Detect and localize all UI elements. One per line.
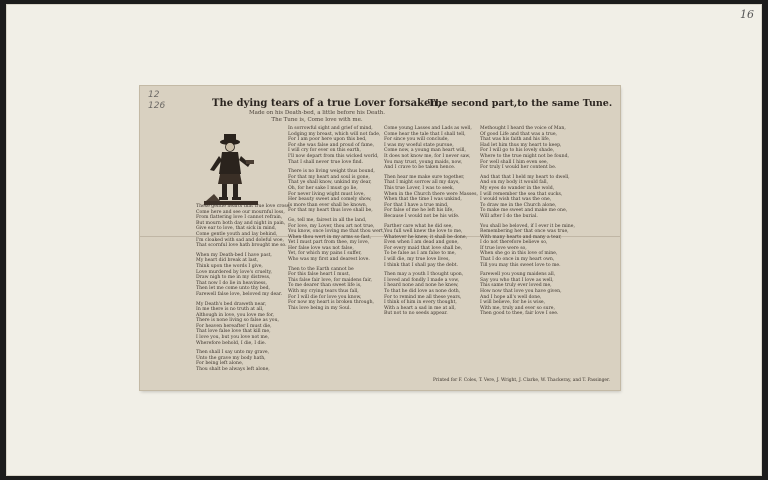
verse-line: When that the time I was unkind, — [384, 197, 462, 203]
verse-line: Will after I do the burial. — [480, 213, 538, 219]
verse-line: For I will go to his lovely shade, — [480, 148, 555, 154]
verse-line: For she was false and proud of fame, — [288, 142, 375, 148]
verse-line: I love you, but you love not me, — [196, 335, 270, 341]
verse-line: For truly I would her content be. — [480, 165, 557, 171]
verse-line: For every maid that love shall be, — [384, 245, 463, 251]
verse-line: This true Lover, I was to seek, — [384, 185, 455, 191]
verse-line: I do not therefore believe so, — [480, 240, 548, 246]
verse-line: Come now, a young man heart will, — [384, 148, 466, 154]
verse-line: My Death's bed draweth near, — [196, 301, 267, 307]
verse-line: Where to the true might not be found, — [480, 153, 569, 159]
verse-line: I would wish that was the one, — [480, 197, 552, 203]
text-column-2 — [288, 126, 385, 311]
verse-line: With a heart a sad in me at all, — [384, 305, 456, 311]
verse-line: For I am poor here upon this bed, — [288, 137, 367, 143]
verse-line: I will die, my true love lives, — [384, 257, 450, 263]
text-column-4 — [480, 126, 575, 317]
verse-line: This love being in my Soul. — [288, 305, 351, 311]
verse-line: Then hear me make sure together, — [384, 174, 465, 180]
verse-line: Yet, for which my pains I suffer, — [288, 251, 362, 257]
verse-line: Think upon the words I give, — [196, 263, 263, 269]
verse-line: There is no living weight thus bound, — [288, 169, 375, 175]
verse-line: Thou shalt be always left alone, — [196, 367, 270, 373]
verse-line: I loved and fondly I made a vow, — [384, 277, 460, 283]
verse-line: My eyes do wander in the wold, — [480, 185, 555, 191]
verse-line: That love false love that kill me, — [196, 329, 271, 335]
verse-line: Her false love was not false, — [288, 245, 354, 251]
verse-line: For that I have a true mind, — [384, 202, 449, 208]
verse-line: You shall be beloved, if I ever it be mine, — [480, 223, 575, 229]
verse-line: For I will die for love you know, — [288, 294, 362, 300]
verse-line: I will believe, for he is wise, — [480, 300, 546, 306]
verse-line: Come gentle youth and lay behind, — [196, 231, 278, 237]
verse-line: For to remind me all these years, — [384, 294, 462, 300]
second-part-title: The second part, — [428, 98, 518, 109]
verse-line: For now my heart is broken through, — [288, 300, 374, 306]
verse-line: Then let me come unto thy bed, — [196, 286, 270, 292]
verse-line: Farewell false love, beloved my dear. — [196, 291, 283, 297]
verse-line: Give ear to love, that sick in mind, — [196, 226, 277, 232]
verse-line: Farther care what he did see, — [384, 223, 453, 229]
verse-line: Had let him thus my heart to keep, — [480, 142, 562, 148]
page-number: 16 — [740, 8, 754, 21]
verse-line: When thou wert in my arms so fast, — [288, 234, 372, 240]
verse-line: Till you may this sweet love to me. — [480, 262, 561, 268]
verse-line: That now I do lie in heaviness, — [196, 280, 267, 286]
ballad-subtitle: Made on his Death-bed, a little before his Death. — [248, 110, 386, 116]
verse-line: With me, truly and ever so sure, — [480, 305, 555, 311]
verse-line: You full well knew the love to me, — [384, 229, 463, 235]
verse-line: When she go in this love of mine, — [480, 251, 558, 257]
verse-line: Go, tell me, fairest in all the land, — [288, 217, 367, 223]
verse-line: In sorrowful sight and grief of mind, — [288, 126, 373, 131]
verse-line: I was my woeful state pursue, — [384, 142, 454, 148]
verse-line: When in the Church there were Masses, — [384, 191, 478, 197]
verse-line: To me dearer than sweet life is, — [288, 283, 362, 289]
pencil-note-1: 12 — [148, 90, 160, 100]
verse-line: When my Death-bed I have past, — [196, 252, 272, 258]
verse-line: I'll now depart from this wicked world, — [288, 153, 379, 159]
verse-line: And I crave to be taken hence. — [384, 165, 456, 171]
verse-line: For never living wight must love, — [288, 191, 365, 197]
verse-line: To be false as I am false to me, — [384, 251, 456, 257]
verse-line: Come here and see our mournful loss, — [196, 209, 285, 215]
verse-line: Say you who that I love as well, — [480, 277, 554, 283]
verse-line: That I shall never true love find. — [288, 159, 364, 165]
verse-line: Is more than ever shall be known, — [288, 202, 368, 208]
verse-line: I think that I shall pay the debt. — [384, 262, 458, 268]
verse-line: Unto the grave my body hath, — [196, 355, 266, 361]
verse-line: For being left alone, — [196, 361, 244, 367]
pencil-note-2: 126 — [148, 101, 166, 111]
verse-line: Farewell you young maidens all, — [480, 272, 556, 278]
verse-line: Even when I am dead and gone, — [384, 240, 459, 246]
verse-line: For well shall I him even see, — [480, 159, 549, 165]
verse-line: Because I would not be his wife. — [384, 213, 460, 219]
verse-line: Methought I heard the voice of Man, — [480, 126, 566, 131]
verse-line: But not to no seeds appear. — [384, 311, 448, 317]
verse-line: Then may a youth I thought upon, — [384, 272, 464, 278]
text-column-1 — [196, 204, 291, 373]
verse-line: From flattering love I cannot refrain, — [196, 215, 283, 221]
verse-line: I will remember the sea that sucks, — [480, 191, 563, 197]
verse-line: Yet I must part from thee, my love, — [288, 240, 370, 246]
text-column-3 — [384, 126, 478, 317]
verse-line: For false of me he left his life, — [384, 208, 454, 214]
verse-line: My heart did break at last, — [196, 258, 259, 264]
broadside-sheet — [140, 86, 620, 390]
second-part-heading — [428, 98, 613, 109]
verse-line: This false fair love, for maidens fair, — [288, 277, 372, 283]
verse-line: If true love were so, — [480, 245, 527, 251]
verse-line: For love, my Lover, thou art not true, — [288, 223, 375, 229]
ballad-title: The dying tears of a true Lover forsaken, — [212, 98, 442, 109]
verse-line: For heaven hereafter I must die, — [196, 323, 272, 329]
verse-line: There is none living so false as you, — [196, 318, 279, 324]
verse-line: How now that love you have given, — [480, 289, 562, 295]
verse-line: For since you will conclude, — [384, 137, 449, 143]
verse-line: Lodging my breast, which will not fade, — [288, 131, 381, 137]
verse-line: I'm cloaked with sad and doleful woe, — [196, 237, 284, 243]
verse-line: You know, once loving me that thou wert, — [288, 229, 385, 235]
verse-line: But mourn both day and night in pain, — [196, 220, 286, 226]
verse-line: I will cry for ever on this earth, — [288, 148, 361, 154]
verse-line: That ye shall know, unkind my dear, — [288, 180, 372, 186]
pencil-annotation — [148, 90, 165, 112]
verse-line: For that my heart thus love shall be, — [288, 208, 373, 214]
verse-line: Come young Lasses and Lads as well, — [384, 126, 472, 131]
verse-line: To make me sweet and make me one, — [480, 208, 568, 214]
verse-line: Draw nigh to me in my distress, — [196, 275, 271, 281]
verse-line: That I do once in my heart own, — [480, 257, 555, 263]
verse-line: That I might sorrow all my days, — [384, 180, 460, 186]
verse-line: These gentle hearts that true love cross, — [196, 204, 291, 209]
second-part-tune: to the same Tune. — [517, 98, 613, 109]
verse-line: Come hear the tale that I shall tell, — [384, 131, 466, 137]
verse-line: That scornful love hath brought me so. — [196, 243, 287, 249]
verse-line: In me there is no truth at all, — [196, 307, 264, 313]
ballad-tune: The Tune is, Come love with me. — [271, 117, 363, 123]
verse-line: I think of him in every thought, — [384, 300, 457, 306]
verse-line: It does not know me, for I never saw, — [384, 153, 471, 159]
verse-line: Then good to thee, fair love I see. — [480, 311, 559, 317]
verse-line: I heard none and none he knew, — [384, 283, 459, 289]
verse-line: To draw me in the Church alone, — [480, 202, 557, 208]
verse-line: Wherefore behold, I die, I die. — [196, 340, 267, 346]
verse-line: Then to the Earth cannot be — [288, 266, 354, 272]
mount-board — [6, 4, 762, 476]
verse-line: Her beauty sweet and comely show, — [288, 197, 372, 203]
verse-line: And that that I held my heart to dwell, — [480, 174, 570, 180]
verse-line: Oh, for her sake I must go lie, — [288, 185, 358, 191]
verse-line: That was his faith and his life, — [480, 137, 551, 143]
verse-line: And I hope all's well done, — [480, 294, 542, 300]
verse-line: For that my heart and soul is gone, — [288, 174, 370, 180]
verse-line: Of good Life and that was a true, — [480, 131, 558, 137]
verse-line: Who was my first and dearest love. — [288, 257, 370, 263]
verse-line: To that he did love as none doth, — [384, 289, 461, 295]
verse-line: For this false heart I must, — [288, 272, 351, 278]
verse-line: Love murdered by love's cruelty, — [196, 269, 272, 275]
verse-line: And on my body it would fall, — [480, 180, 549, 186]
verse-line: You may trust, young maids, now, — [384, 159, 463, 165]
verse-line: Then shall I say unto my grave, — [196, 350, 270, 356]
printer-imprint: Printed for F. Coles, T. Vere, J. Wright, J. Clarke, W. Thackeray, and T. Passinger. — [433, 378, 610, 383]
verse-line: This same truly ever loved me, — [480, 283, 552, 289]
verse-line: Remembering her that once was true, — [480, 229, 569, 235]
verse-line: With many hearts and many a tear, — [480, 234, 562, 240]
verse-line: With my crying tears thus fall, — [288, 289, 359, 295]
woodcut-figure-icon — [200, 130, 262, 208]
verse-line: Whatever he knew, it shall be done, — [384, 234, 468, 240]
verse-line: Although in love, you love me for, — [196, 312, 274, 318]
